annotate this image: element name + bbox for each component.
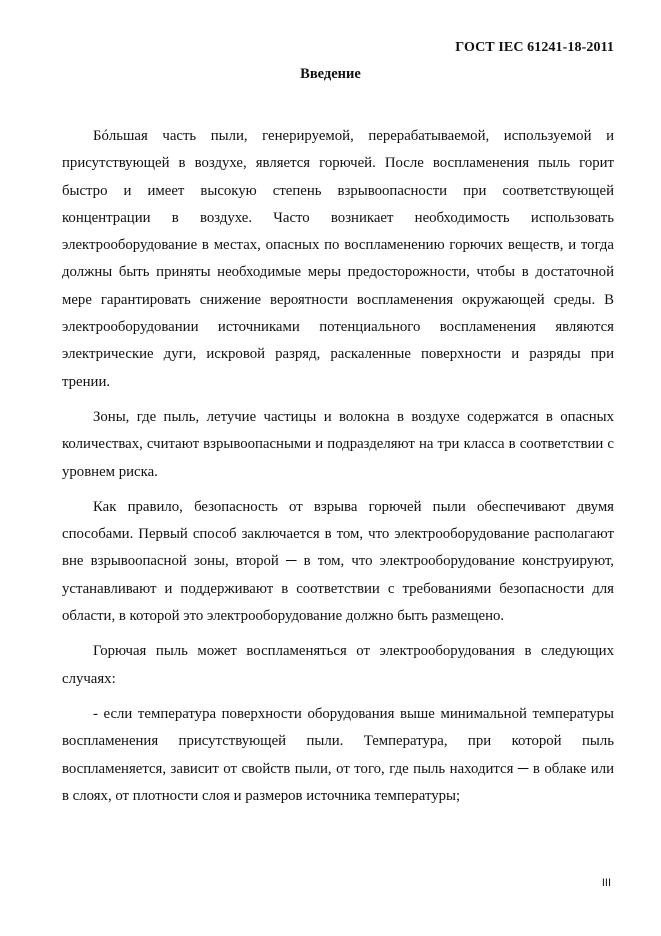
page-number: III (601, 877, 611, 889)
paragraph: Горючая пыль может воспламеняться от электрооборудования в следующих случаях: (62, 643, 614, 687)
list-item: - если температура поверхности оборудования выше минимальной температуры воспламенения присутствующей пыли. Температура, при которой пыль воспламеняется, зависит от свойств пыли, от того, где пыль находится ─ в облаке или в слоях, от плотности слоя и размеров источника температуры; (62, 705, 614, 804)
paragraph: Зоны, где пыль, летучие частицы и волокна в воздухе содержатся в опасных количествах, считают взрывоопасными и подразделяют на три класса в соответствии с уровнем риска. (62, 408, 614, 480)
paragraph: Бóльшая часть пыли, генерируемой, перерабатываемой, используемой и присутствующей в воздухе, является горючей. После воспламенения пыль горит быстро и имеет высокую степень взрывоопасности при соответствующей концентрации в воздухе. Часто возникает необходимость использовать электрооборудование в местах, опасных по воспламенению горючих веществ, и тогда должны быть приняты необходимые меры предосторожности, чтобы в достаточной мере гарантировать снижение вероятности воспламенения окружающей среды. В электрооборудовании источниками потенциального воспламенения являются электрические дуги, искровой разряд, раскаленные поверхности и разряды при трении. (62, 128, 614, 390)
section-title: Введение (300, 66, 361, 82)
paragraph: Как правило, безопасность от взрыва горючей пыли обеспечивают двумя способами. Первый способ заключается в том, что электрооборудование располагают вне взрывоопасной зоны, второй ─ в том, что электрооборудование конструируют, устанавливают и поддерживают в соответствии с требованиями безопасности для области, в которой это электрооборудование должно быть размещено. (62, 498, 614, 625)
body-text (62, 123, 614, 818)
document-code: ГОСТ IEC 61241-18-2011 (455, 40, 614, 55)
